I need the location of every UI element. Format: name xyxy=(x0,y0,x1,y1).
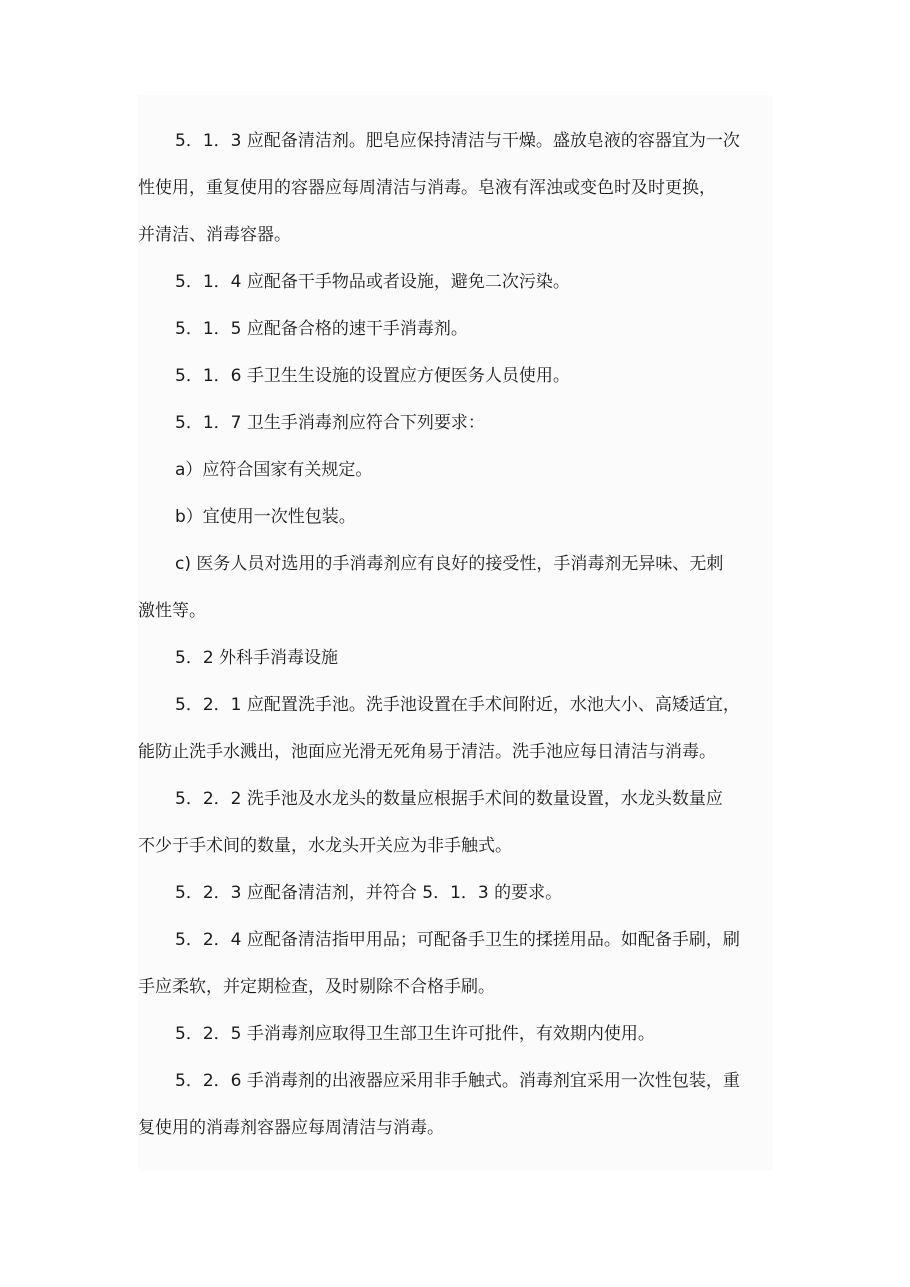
text-line: 5．2．3 应配备清洁剂，并符合 5．1．3 的要求。 xyxy=(175,883,563,903)
paragraph-5-2-3 xyxy=(138,870,778,917)
list-item-a xyxy=(138,447,778,494)
text-line: 5．2．2 洗手池及水龙头的数量应根据手术间的数量设置，水龙头数量应 xyxy=(175,789,723,809)
text-line: c) 医务人员对选用的手消毒剂应有良好的接受性，手消毒剂无异味、无刺 xyxy=(175,554,724,574)
paragraph-5-1-5 xyxy=(138,306,778,353)
text-line: 5．1．5 应配备合格的速干手消毒剂。 xyxy=(175,319,468,339)
text-line: b）宜使用一次性包装。 xyxy=(175,507,356,527)
text-line: 性使用，重复使用的容器应每周清洁与消毒。皂液有浑浊或变色时及时更换， xyxy=(138,178,716,198)
paragraph-5-1-4 xyxy=(138,259,778,306)
text-line: 5．2．4 应配备清洁指甲用品；可配备手卫生的揉搓用品。如配备手刷，刷 xyxy=(175,930,740,950)
text-line: 复使用的消毒剂容器应每周清洁与消毒。 xyxy=(138,1118,444,1138)
text-line: 5．2．1 应配置洗手池。洗手池设置在手术间附近，水池大小、高矮适宜， xyxy=(175,695,740,715)
text-line: 能防止洗手水溅出，池面应光滑无死角易于清洁。洗手池应每日清洁与消毒。 xyxy=(138,742,716,762)
paragraph-5-1-3 xyxy=(138,118,778,259)
section-heading-5-2 xyxy=(138,635,778,682)
document-body xyxy=(138,118,778,1152)
text-line: 5．2．5 手消毒剂应取得卫生部卫生许可批件，有效期内使用。 xyxy=(175,1024,655,1044)
paragraph-5-2-2 xyxy=(138,776,778,870)
text-line: 5．1．6 手卫生生设施的设置应方便医务人员使用。 xyxy=(175,366,570,386)
text-line: 5．1．3 应配备清洁剂。肥皂应保持清洁与干燥。盛放皂液的容器宜为一次 xyxy=(175,131,740,151)
text-line: 5．1．4 应配备干手物品或者设施，避免二次污染。 xyxy=(175,272,570,292)
paragraph-5-1-6 xyxy=(138,353,778,400)
text-line: 不少于手术间的数量，水龙头开关应为非手触式。 xyxy=(138,836,512,856)
paragraph-5-2-4 xyxy=(138,917,778,1011)
list-item-b xyxy=(138,494,778,541)
text-line: 激性等。 xyxy=(138,601,206,621)
text-line: 5．2．6 手消毒剂的出液器应采用非手触式。消毒剂宜采用一次性包装，重 xyxy=(175,1071,740,1091)
paragraph-5-2-5 xyxy=(138,1011,778,1058)
text-line: 并清洁、消毒容器。 xyxy=(138,225,291,245)
text-line: a）应符合国家有关规定。 xyxy=(175,460,373,480)
text-line: 5．2 外科手消毒设施 xyxy=(175,648,339,668)
paragraph-5-2-1 xyxy=(138,682,778,776)
text-line: 手应柔软，并定期检查，及时剔除不合格手刷。 xyxy=(138,977,495,997)
text-line: 5．1．7 卫生手消毒剂应符合下列要求： xyxy=(175,413,485,433)
paragraph-5-2-6 xyxy=(138,1058,778,1152)
list-item-c xyxy=(138,541,778,635)
paragraph-5-1-7 xyxy=(138,400,778,447)
